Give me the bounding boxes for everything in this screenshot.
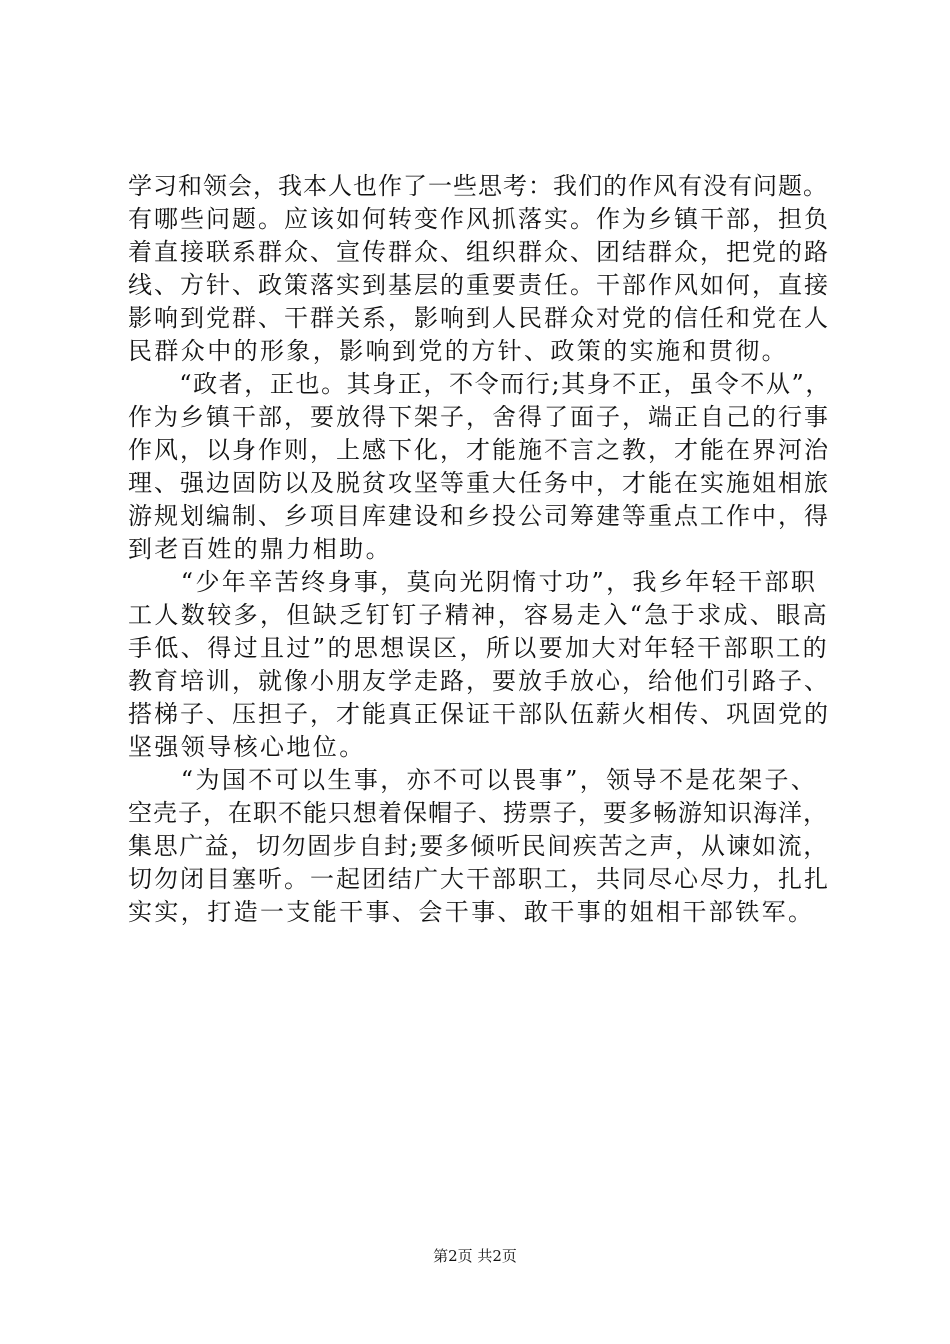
text-line: 实实，打造一支能干事、会干事、敢干事的姐相干部铁军。 (128, 898, 815, 926)
text-line: 着直接联系群众、宣传群众、组织群众、团结群众，把党的路 (128, 238, 830, 266)
text-line: 集思广益，切勿固步自封;要多倾听民间疾苦之声，从谏如流， (128, 832, 829, 860)
text-line: 搭梯子、压担子，才能真正保证干部队伍薪火相传、巩固党的 (128, 700, 830, 728)
text-line: 空壳子，在职不能只想着保帽子、捞票子，要多畅游知识海洋， (128, 799, 828, 827)
text-line: 坚强领导核心地位。 (128, 733, 366, 761)
text-line: 民群众中的形象，影响到党的方针、政策的实施和贯彻。 (128, 337, 788, 365)
page-number-footer: 第2页 共2页 (433, 1247, 517, 1265)
text-line: 影响到党群、干群关系，影响到人民群众对党的信任和党在人 (128, 304, 830, 332)
text-line: 线、方针、政策落实到基层的重要责任。干部作风如何，直接 (128, 271, 830, 299)
text-line: 游规划编制、乡项目库建设和乡投公司筹建等重点工作中，得 (128, 502, 830, 530)
text-line: 学习和领会，我本人也作了一些思考：我们的作风有没有问题。 (128, 172, 828, 200)
text-line: 作风，以身作则，上感下化，才能施不言之教，才能在界河治 (128, 436, 830, 464)
text-line: “少年辛苦终身事，莫向光阴惰寸功”，我乡年轻干部职 (128, 568, 818, 596)
text-line: “政者，正也。其身正，不令而行;其身不正，虽令不从”， (128, 370, 832, 398)
text-line: 切勿闭目塞听。一起团结广大干部职工，共同尽心尽力，扎扎 (128, 865, 830, 893)
text-line: 作为乡镇干部，要放得下架子，舍得了面子，端正自己的行事 (128, 403, 830, 431)
text-line: 有哪些问题。应该如何转变作风抓落实。作为乡镇干部，担负 (128, 205, 830, 233)
text-line: 到老百姓的鼎力相助。 (128, 535, 392, 563)
text-line: 手低、得过且过”的思想误区，所以要加大对年轻干部职工的 (128, 634, 830, 662)
body-text (128, 170, 832, 929)
text-line: 工人数较多，但缺乏钉钉子精神，容易走入“急于求成、眼高 (128, 601, 830, 629)
text-line: “为国不可以生事，亦不可以畏事”，领导不是花架子、 (128, 766, 818, 794)
text-line: 教育培训，就像小朋友学走路，要放手放心，给他们引路子、 (128, 667, 830, 695)
text-line: 理、强边固防以及脱贫攻坚等重大任务中，才能在实施姐相旅 (128, 469, 830, 497)
